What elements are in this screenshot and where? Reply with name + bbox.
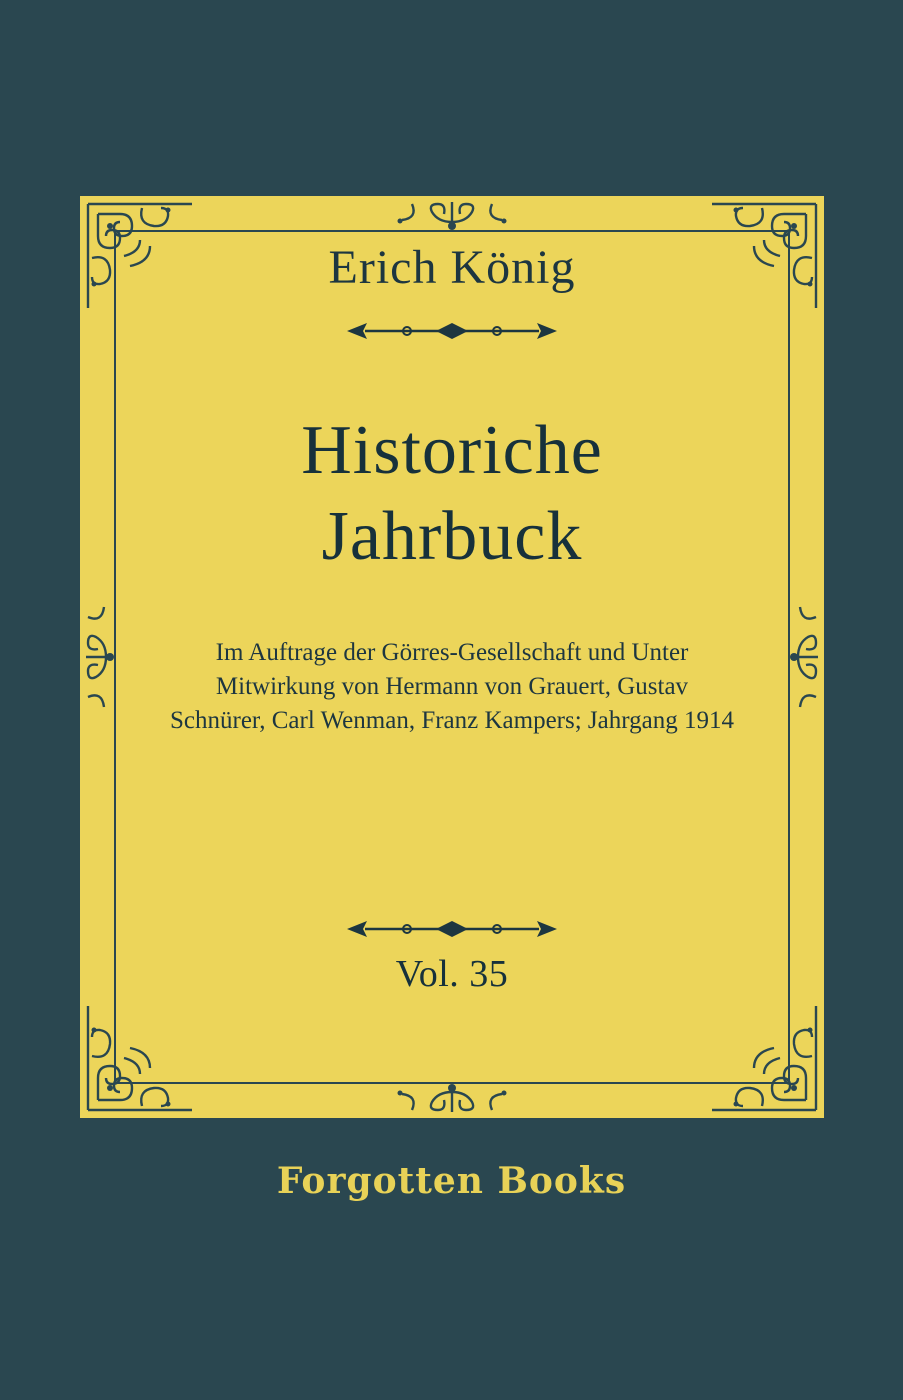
book-title [116, 408, 788, 580]
title-line-2: Jahrbuck [321, 498, 583, 575]
subtitle-line-2: Mitwirkung von Hermann von Grauert, Gustav [215, 673, 689, 700]
author-name: Erich König [328, 241, 576, 294]
divider-ornament-icon [337, 916, 567, 942]
divider-ornament-icon [337, 318, 567, 344]
title-line-1: Historiche [301, 412, 603, 489]
cover-panel [80, 196, 824, 1118]
cover-content [116, 196, 788, 1118]
subtitle-line-3: Schnürer, Carl Wenman, Franz Kampers; Jahrgang 1914 [170, 707, 734, 734]
publisher-name: Forgotten Books [276, 1160, 627, 1202]
book-subtitle [160, 636, 744, 738]
volume-label: Vol. 35 [395, 953, 509, 995]
subtitle-line-1: Im Auftrage der Görres-Gesellschaft und Unter [215, 639, 689, 666]
